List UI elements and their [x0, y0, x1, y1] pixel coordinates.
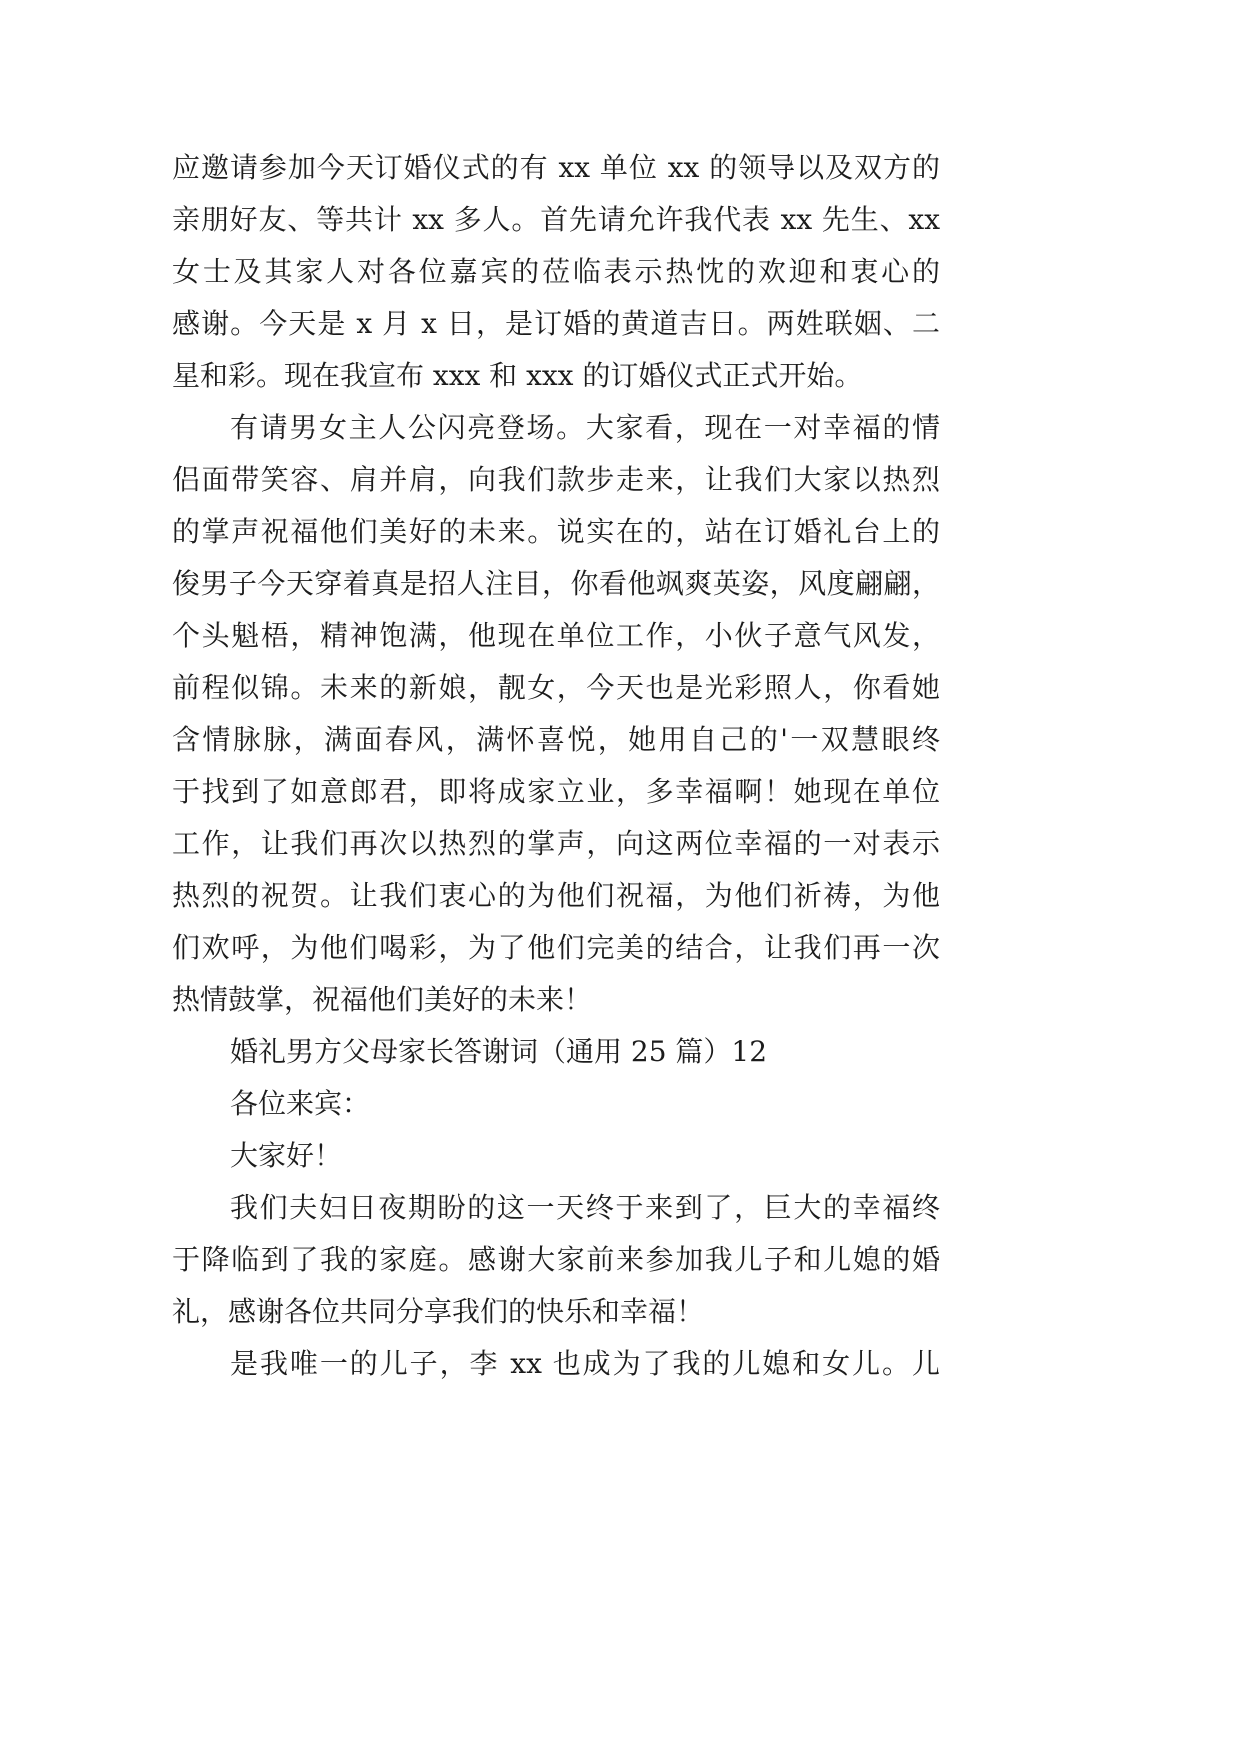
text-line: 侣面带笑容、肩并肩，向我们款步走来，让我们大家以热烈 [172, 463, 940, 496]
paragraph [172, 1182, 940, 1338]
text-line: 礼，感谢各位共同分享我们的快乐和幸福！ [172, 1295, 705, 1328]
text-line: 女士及其家人对各位嘉宾的莅临表示热忱的欢迎和衷心的 [172, 255, 940, 288]
text-line: 的掌声祝福他们美好的未来。说实在的，站在订婚礼台上的 [172, 515, 940, 548]
text-line: 俊男子今天穿着真是招人注目，你看他飒爽英姿，风度翩翩， [172, 567, 940, 600]
paragraph [172, 1338, 940, 1390]
text-line: 大家好！ [230, 1139, 343, 1172]
text-line: 于降临到了我的家庭。感谢大家前来参加我儿子和儿媳的婚 [172, 1243, 940, 1276]
paragraph [172, 402, 940, 1026]
text-line: 含情脉脉，满面春风，满怀喜悦，她用自己的'一双慧眼终 [172, 723, 940, 756]
text-line: 各位来宾： [230, 1087, 371, 1120]
text-line: 我们夫妇日夜期盼的这一天终于来到了，巨大的幸福终 [230, 1191, 940, 1224]
text-line: 应邀请参加今天订婚仪式的有 xx 单位 xx 的领导以及双方的 [172, 151, 940, 184]
text-line: 于找到了如意郎君，即将成家立业，多幸福啊！她现在单位 [172, 775, 940, 808]
greeting [172, 1130, 940, 1182]
paragraph-continued [172, 142, 940, 402]
section-title [172, 1026, 940, 1078]
text-line: 个头魁梧，精神饱满，他现在单位工作，小伙子意气风发， [172, 619, 940, 652]
salutation [172, 1078, 940, 1130]
text-line: 婚礼男方父母家长答谢词（通用 25 篇）12 [230, 1035, 768, 1068]
text-line: 工作，让我们再次以热烈的掌声，向这两位幸福的一对表示 [172, 827, 940, 860]
text-line: 有请男女主人公闪亮登场。大家看，现在一对幸福的情 [230, 411, 940, 444]
document-page [172, 142, 940, 1390]
text-line: 热烈的祝贺。让我们衷心的为他们祝福，为他们祈祷，为他 [172, 879, 940, 912]
text-line: 亲朋好友、等共计 xx 多人。首先请允许我代表 xx 先生、xx [172, 203, 940, 236]
text-line: 是我唯一的儿子，李 xx 也成为了我的儿媳和女儿。儿 [230, 1347, 940, 1380]
text-line: 感谢。今天是 x 月 x 日，是订婚的黄道吉日。两姓联姻、二 [172, 307, 940, 340]
text-line: 星和彩。现在我宣布 xxx 和 xxx 的订婚仪式正式开始。 [172, 359, 863, 392]
text-line: 热情鼓掌，祝福他们美好的未来！ [172, 983, 593, 1016]
text-line: 前程似锦。未来的新娘，靓女，今天也是光彩照人，你看她 [172, 671, 940, 704]
text-line: 们欢呼，为他们喝彩，为了他们完美的结合，让我们再一次 [172, 931, 940, 964]
